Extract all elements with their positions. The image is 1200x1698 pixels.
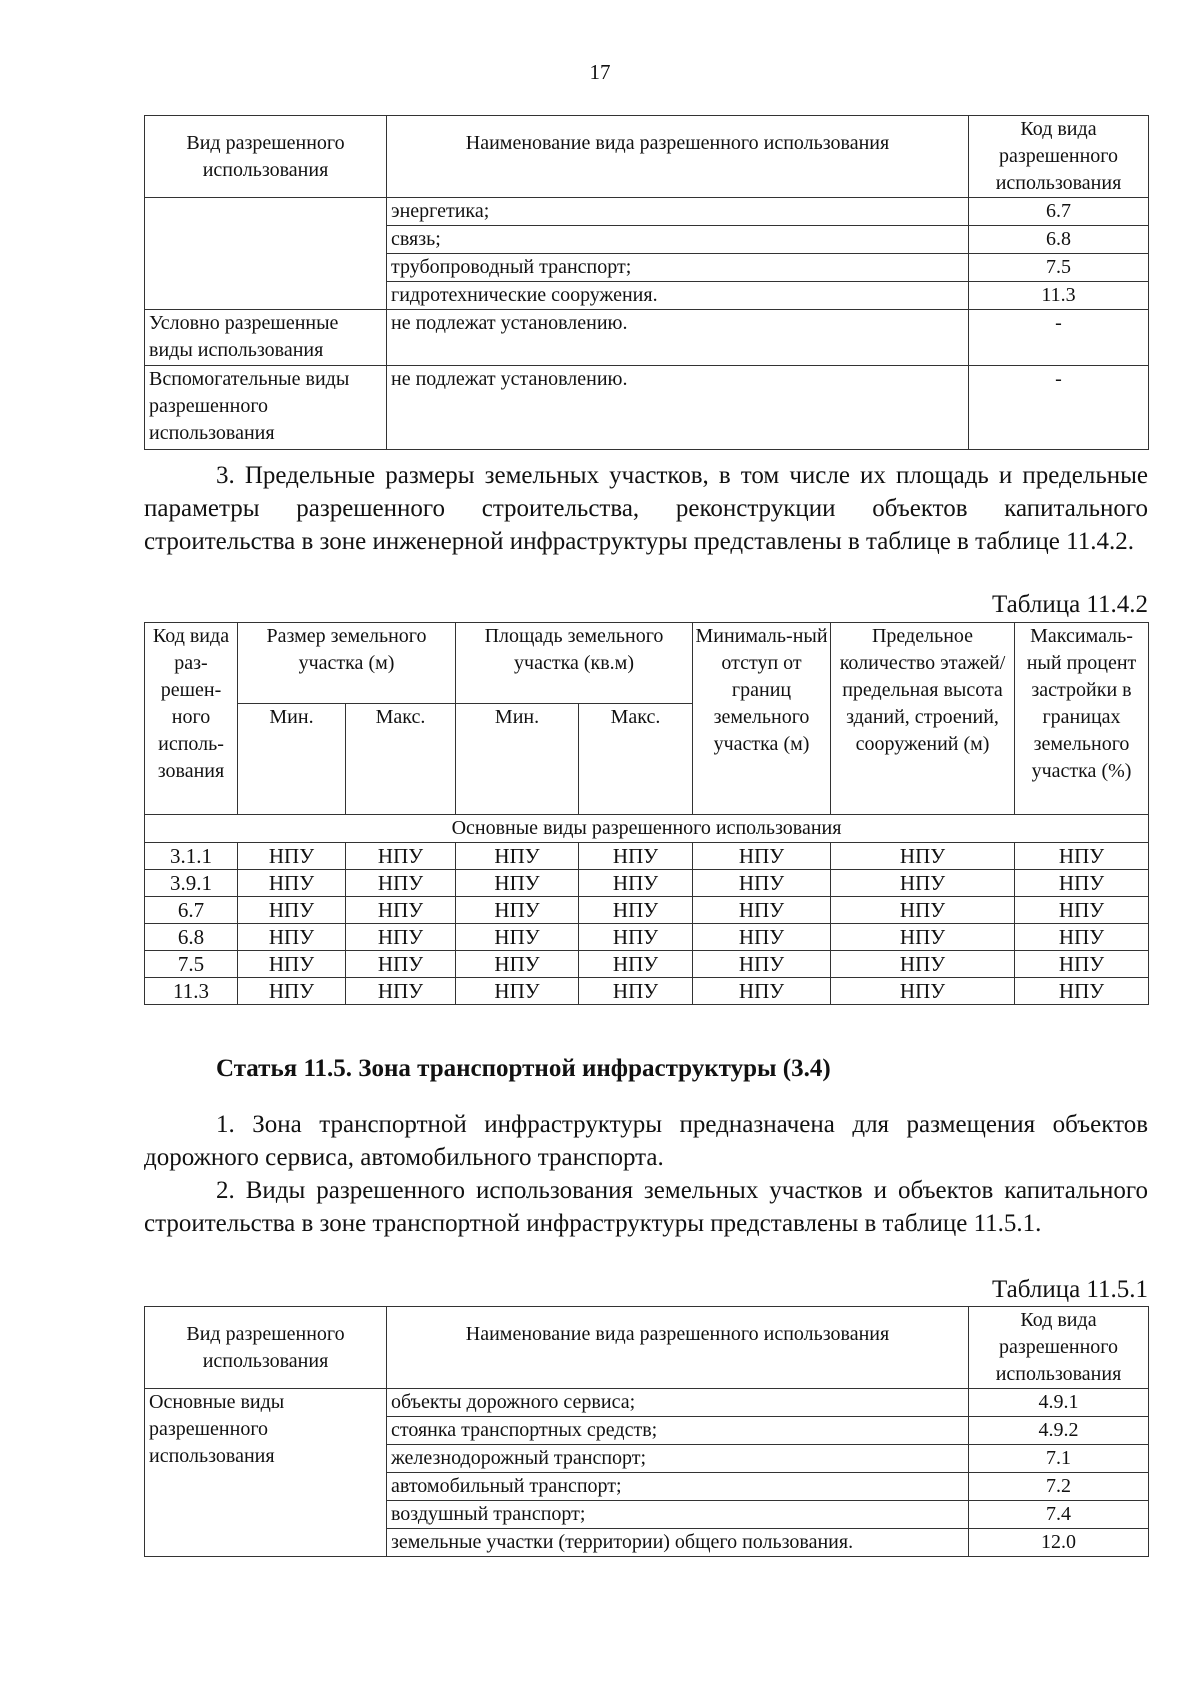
use-code: 4.9.1 xyxy=(969,1389,1149,1417)
cell: НПУ xyxy=(831,951,1015,978)
use-code: 11.3 xyxy=(969,282,1149,310)
table-row xyxy=(145,310,1149,366)
auxiliary-uses-label: Вспомогательные виды разрешенного использования xyxy=(145,366,387,450)
table-row xyxy=(145,366,1149,450)
paragraph-zone-purpose-text: 1. Зона транспортной инфраструктуры предназначена для размещения объектов дорожного сервиса, автомобильного транспорта. xyxy=(144,1111,1148,1171)
use-name: воздушный транспорт; xyxy=(387,1501,969,1529)
cell: НПУ xyxy=(579,924,693,951)
table-row xyxy=(145,978,1149,1005)
use-code: 7.1 xyxy=(969,1445,1149,1473)
cell: НПУ xyxy=(456,870,579,897)
use-name: стоянка транспортных средств; xyxy=(387,1417,969,1445)
use-code: 4.9.2 xyxy=(969,1417,1149,1445)
cell: НПУ xyxy=(456,951,579,978)
table-row xyxy=(145,843,1149,870)
header-plot-size: Размер земельного участка (м) xyxy=(238,623,456,704)
cell: 3.9.1 xyxy=(145,870,238,897)
header-use-name: Наименование вида разрешенного использования xyxy=(387,1307,969,1389)
header-area-max: Макс. xyxy=(579,704,693,815)
conditional-uses-label: Условно разрешенные виды использования xyxy=(145,310,387,366)
use-name: автомобильный транспорт; xyxy=(387,1473,969,1501)
use-name: земельные участки (территории) общего пользования. xyxy=(387,1529,969,1557)
parameters-table xyxy=(144,622,1149,1005)
cell: НПУ xyxy=(1015,924,1149,951)
cell: НПУ xyxy=(1015,843,1149,870)
paragraph-zone-purpose xyxy=(144,1108,1148,1174)
header-code: Код вида раз-решен-ного исполь-зования xyxy=(145,623,238,815)
cell: 11.3 xyxy=(145,978,238,1005)
cell: НПУ xyxy=(238,978,346,1005)
section-row xyxy=(145,815,1149,843)
use-code: - xyxy=(969,310,1149,366)
use-name: связь; xyxy=(387,226,969,254)
table-header-row xyxy=(145,1307,1149,1389)
cell: НПУ xyxy=(579,870,693,897)
table-header-row xyxy=(145,623,1149,704)
use-code: 6.8 xyxy=(969,226,1149,254)
section-main-uses: Основные виды разрешенного использования xyxy=(145,815,1149,843)
cell: НПУ xyxy=(1015,897,1149,924)
cell: НПУ xyxy=(693,978,831,1005)
cell: НПУ xyxy=(346,978,456,1005)
table-row xyxy=(145,924,1149,951)
page-number: 17 xyxy=(589,60,611,84)
table-11-4-2-caption: Таблица 11.4.2 xyxy=(992,591,1148,618)
cell: НПУ xyxy=(346,843,456,870)
cell: НПУ xyxy=(456,978,579,1005)
transport-uses-table xyxy=(144,1306,1149,1557)
cell: НПУ xyxy=(346,897,456,924)
cell: НПУ xyxy=(831,924,1015,951)
cell: НПУ xyxy=(238,951,346,978)
cell: НПУ xyxy=(579,897,693,924)
table-header-row xyxy=(145,116,1149,198)
use-name: объекты дорожного сервиса; xyxy=(387,1389,969,1417)
cell: 3.1.1 xyxy=(145,843,238,870)
use-name: энергетика; xyxy=(387,198,969,226)
cell: НПУ xyxy=(1015,870,1149,897)
cell: 7.5 xyxy=(145,951,238,978)
cell: НПУ xyxy=(238,897,346,924)
cell: НПУ xyxy=(238,843,346,870)
paragraph-3-text: 3. Предельные размеры земельных участков, в том числе их площадь и предельные параметры разрешенного строительства, реконструкции объектов капитального строительства в зоне инженерной инфраструктуры представлены в таблице в таблице 11.4.2. xyxy=(144,462,1148,555)
table-row xyxy=(145,870,1149,897)
cell: НПУ xyxy=(693,870,831,897)
use-code: 7.5 xyxy=(969,254,1149,282)
cell: НПУ xyxy=(579,951,693,978)
paragraph-zone-uses-text: 2. Виды разрешенного использования земельных участков и объектов капитального строительства в зоне транспортной инфраструктуры представлены в таблице 11.5.1. xyxy=(144,1177,1148,1237)
cell: НПУ xyxy=(693,843,831,870)
header-use-type: Вид разрешенного использования xyxy=(145,1307,387,1389)
paragraph-3 xyxy=(144,459,1148,558)
header-max-percent: Максималь-ный процент застройки в границах земельного участка (%) xyxy=(1015,623,1149,815)
use-name: гидротехнические сооружения. xyxy=(387,282,969,310)
use-code: 6.7 xyxy=(969,198,1149,226)
use-code: 7.4 xyxy=(969,1501,1149,1529)
table-row xyxy=(145,1389,1149,1417)
header-size-min: Мин. xyxy=(238,704,346,815)
header-use-type: Вид разрешенного использования xyxy=(145,116,387,198)
article-heading: Статья 11.5. Зона транспортной инфраструктуры (3.4) xyxy=(216,1055,831,1082)
use-code: 7.2 xyxy=(969,1473,1149,1501)
cell: НПУ xyxy=(346,951,456,978)
cell: НПУ xyxy=(693,924,831,951)
table-row xyxy=(145,897,1149,924)
cell: НПУ xyxy=(1015,978,1149,1005)
use-code: - xyxy=(969,366,1149,450)
cell: НПУ xyxy=(693,897,831,924)
cell: НПУ xyxy=(456,843,579,870)
cell: НПУ xyxy=(238,924,346,951)
cell: НПУ xyxy=(346,924,456,951)
paragraph-zone-uses xyxy=(144,1174,1148,1240)
cell: НПУ xyxy=(579,843,693,870)
cell: НПУ xyxy=(693,951,831,978)
use-name: не подлежат установлению. xyxy=(387,366,969,450)
header-use-name: Наименование вида разрешенного использования xyxy=(387,116,969,198)
cell: НПУ xyxy=(831,978,1015,1005)
use-name: трубопроводный транспорт; xyxy=(387,254,969,282)
cell: НПУ xyxy=(238,870,346,897)
main-uses-label: Основные виды разрешенного использования xyxy=(145,1389,387,1557)
empty-label-cell xyxy=(145,198,387,310)
cell: НПУ xyxy=(831,870,1015,897)
cell: НПУ xyxy=(579,978,693,1005)
header-use-code: Код вида разрешенного использования xyxy=(969,116,1149,198)
cell: НПУ xyxy=(831,897,1015,924)
table-row xyxy=(145,198,1149,226)
use-name: не подлежат установлению. xyxy=(387,310,969,366)
cell: 6.7 xyxy=(145,897,238,924)
cell: НПУ xyxy=(456,924,579,951)
table-row xyxy=(145,951,1149,978)
uses-table-continuation xyxy=(144,115,1149,450)
header-max-floors: Предельное количество этажей/ предельная высота зданий, строений, сооружений (м) xyxy=(831,623,1015,815)
cell: НПУ xyxy=(831,843,1015,870)
use-name: железнодорожный транспорт; xyxy=(387,1445,969,1473)
header-use-code: Код вида разрешенного использования xyxy=(969,1307,1149,1389)
table-11-5-1-caption: Таблица 11.5.1 xyxy=(992,1276,1148,1303)
header-size-max: Макс. xyxy=(346,704,456,815)
cell: НПУ xyxy=(346,870,456,897)
header-plot-area: Площадь земельного участка (кв.м) xyxy=(456,623,693,704)
cell: 6.8 xyxy=(145,924,238,951)
cell: НПУ xyxy=(456,897,579,924)
header-area-min: Мин. xyxy=(456,704,579,815)
header-min-indent: Минималь-ный отступ от границ земельного участка (м) xyxy=(693,623,831,815)
use-code: 12.0 xyxy=(969,1529,1149,1557)
cell: НПУ xyxy=(1015,951,1149,978)
